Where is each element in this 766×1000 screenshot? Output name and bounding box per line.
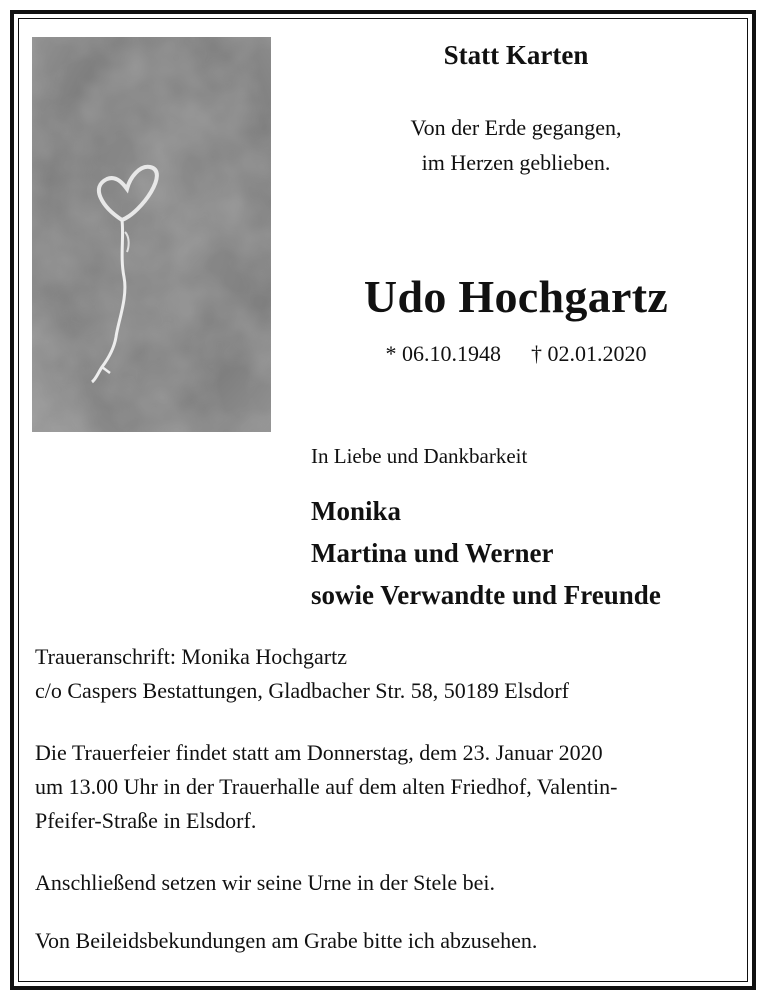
mourning-address xyxy=(35,640,735,708)
deceased-name: Udo Hochgartz xyxy=(363,271,669,322)
mourner-line: sowie Verwandte und Freunde xyxy=(311,580,661,610)
death-date: † 02.01.2020 xyxy=(531,341,647,366)
mourner-line: Monika xyxy=(311,496,402,526)
birth-date: * 06.10.1948 xyxy=(385,341,501,366)
condolence-note: Von Beileidsbekundungen am Grabe bitte ich abzusehen. xyxy=(35,928,538,953)
dedication-intro: In Liebe und Dankbarkeit xyxy=(311,444,528,468)
mourners-list xyxy=(311,490,661,616)
quote-line: Von der Erde gegangen, xyxy=(410,115,622,140)
ceremony-details xyxy=(35,736,735,838)
address-line: c/o Caspers Bestattungen, Gladbacher Str. 58, 50189 Elsdorf xyxy=(35,678,570,703)
address-line: Traueranschrift: Monika Hochgartz xyxy=(35,644,347,669)
memorial-quote xyxy=(300,110,732,180)
ceremony-line: Pfeifer-Straße in Elsdorf. xyxy=(35,808,257,833)
urn-note: Anschließend setzen wir seine Urne in der Stele bei. xyxy=(35,870,496,895)
ceremony-line: Die Trauerfeier findet statt am Donnerstag, dem 23. Januar 2020 xyxy=(35,740,603,765)
mourner-line: Martina und Werner xyxy=(311,538,554,568)
heart-balloon-photo xyxy=(32,37,271,432)
notice-heading: Statt Karten xyxy=(443,40,589,70)
quote-line: im Herzen geblieben. xyxy=(421,150,611,175)
life-dates xyxy=(300,341,732,367)
ceremony-line: um 13.00 Uhr in der Trauerhalle auf dem alten Friedhof, Valentin- xyxy=(35,774,618,799)
